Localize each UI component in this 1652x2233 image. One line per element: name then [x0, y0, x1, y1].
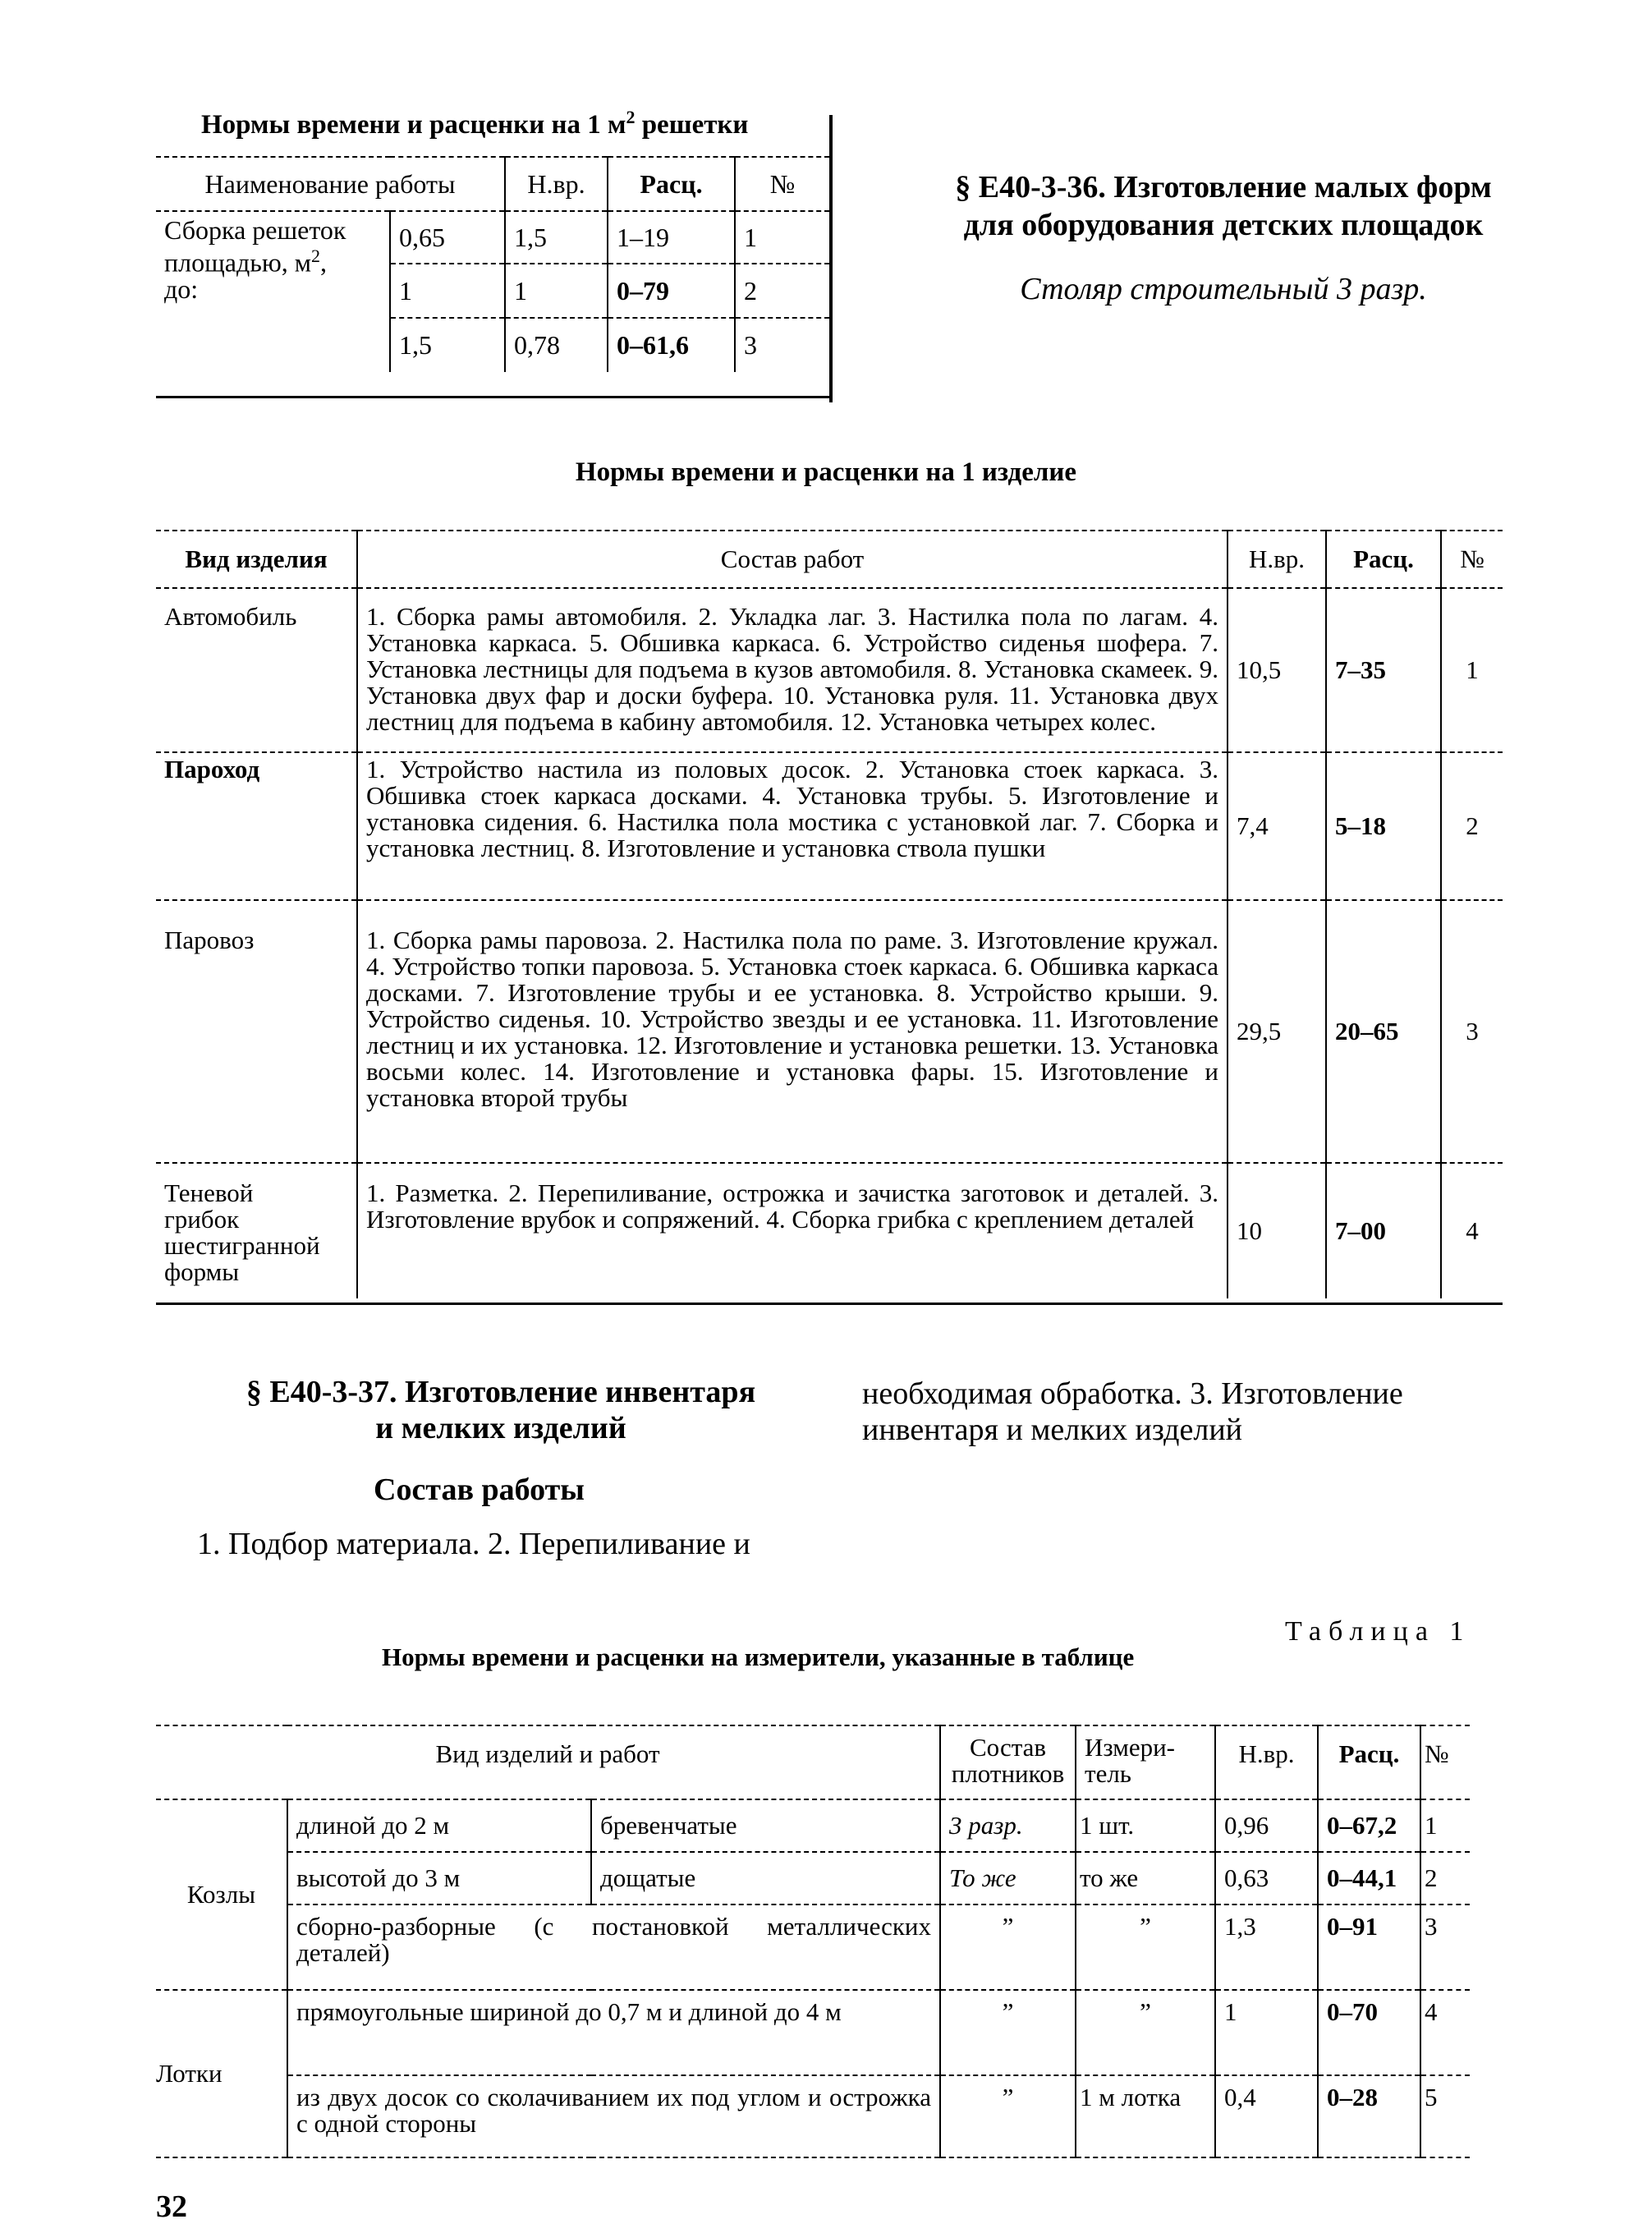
- item-norm: 10,5: [1228, 588, 1326, 752]
- row-desc: прямоугольные шириной до 0,7 м и длиной до 4 м: [287, 1990, 940, 2075]
- grid-norm-cell: 1: [505, 264, 608, 318]
- item-num: 1: [1441, 588, 1503, 752]
- row-desc: высотой до 3 м: [287, 1852, 591, 1904]
- item-name: Пароход: [164, 755, 260, 783]
- item-num: 2: [1441, 752, 1503, 900]
- row-crew: ”: [940, 1904, 1076, 1990]
- item-name: Паровоз: [164, 926, 255, 954]
- row-unit: 1 шт.: [1076, 1799, 1215, 1852]
- item-works: 1. Сборка рамы паровоза. 2. Настилка пола по раме. 3. Изготовление кружал. 4. Устройство топки паровоза. 5. Установка стоек каркаса. 6. Обшивка каркаса досками. 7. Изготовление трубы и ее установка. 8. Устройство крыши. 9. Устройство сиденья. 10. Устройство звезды и ее установка. 11. Изготовление лестниц и их установка. 12. Изготовление и установка решетки. 13. Установка восьми колес. 14. Изготовление и установка фары. 15. Изготовление и установка второй трубы: [357, 900, 1228, 1163]
- section36-title: § Е40-3-36. Изготовление малых форм для оборудования детских площадок: [955, 170, 1492, 242]
- header-rate: Расц.: [1318, 1725, 1420, 1799]
- row-rate: 0–28: [1318, 2075, 1420, 2157]
- table1-title: Нормы времени и расценки на измерители, указанные в таблице: [382, 1643, 1135, 1671]
- grid-table-right-rule: [829, 115, 833, 402]
- item-rate: 5–18: [1326, 752, 1441, 900]
- section37-title: § Е40-3-37. Изготовление инвентаря и мелких изделий: [246, 1375, 756, 1445]
- items-table-title: Нормы времени и расценки на 1 изделие: [575, 457, 1077, 487]
- row-sub: бревенчатые: [591, 1799, 940, 1852]
- row-desc: сборно-разборные (с постановкой металлических деталей): [287, 1904, 940, 1990]
- items-table: [156, 530, 1503, 1305]
- header-item-kind: Вид изделия: [156, 531, 357, 588]
- grid-num-cell: 2: [735, 264, 829, 318]
- header-crew: Состав плотников: [940, 1725, 1076, 1799]
- grid-size-cell: 1: [390, 264, 505, 318]
- group-lotki: Лотки: [156, 2059, 223, 2088]
- grid-size-cell: 1,5: [390, 318, 505, 372]
- grid-rate-cell: 1–19: [608, 211, 735, 264]
- row-rate: 0–91: [1318, 1904, 1420, 1990]
- row-unit: то же: [1076, 1852, 1215, 1904]
- row-crew: ”: [940, 1990, 1076, 2075]
- item-name: Теневой грибок шестигранной формы: [164, 1179, 320, 1286]
- item-name: Автомобиль: [164, 602, 297, 631]
- header-num: №: [735, 157, 829, 211]
- row-desc: длиной до 2 м: [287, 1799, 591, 1852]
- item-works: 1. Разметка. 2. Перепиливание, острожка и зачистка заготовок и деталей. 3. Изготовление врубок и сопряжений. 4. Сборка грибка с креплением деталей: [357, 1163, 1228, 1298]
- row-num: 3: [1420, 1904, 1470, 1990]
- row-num: 2: [1420, 1852, 1470, 1904]
- header-norm: Н.вр.: [1228, 531, 1326, 588]
- item-norm: 10: [1228, 1163, 1326, 1298]
- item-num: 4: [1441, 1163, 1503, 1298]
- table1: [156, 1725, 1470, 2158]
- row-crew: То же: [940, 1852, 1076, 1904]
- row-unit: ”: [1076, 1990, 1215, 2075]
- header-kind: Вид изделий и работ: [156, 1725, 940, 1799]
- grid-table-title: Нормы времени и расценки на 1 $м^2$ решетки: [201, 107, 749, 140]
- composition-text-left: 1. Подбор материала. 2. Перепиливание и: [197, 1527, 750, 1561]
- row-desc: из двух досок со сколачиванием их под углом и острожка с одной стороны: [287, 2075, 940, 2157]
- row-norm: 0,63: [1215, 1852, 1318, 1904]
- item-works: 1. Устройство настила из половых досок. 2. Установка стоек каркаса. 3. Обшивка стоек каркаса досками. 4. Установка трубы. 5. Изготовление и установка сидения. 6. Настилка пола мостика с установкой лаг. 7. Сборка и установка лестниц. 8. Изготовление и установка ствола пушки: [357, 752, 1228, 900]
- grid-norm-cell: 1,5: [505, 211, 608, 264]
- row-rate: 0–67,2: [1318, 1799, 1420, 1852]
- grid-row-label: Сборка решеток площадью, $м^2$, до:: [164, 215, 346, 304]
- row-num: 5: [1420, 2075, 1470, 2157]
- grid-num-cell: 1: [735, 211, 829, 264]
- header-rate: Расц.: [608, 157, 735, 211]
- row-unit: 1 м лотка: [1076, 2075, 1215, 2157]
- item-works: 1. Сборка рамы автомобиля. 2. Укладка лаг. 3. Настилка пола по лагам. 4. Установка каркаса. 5. Обшивка каркаса. 6. Устройство сиденья шофера. 7. Установка лестницы для подъема в кузов автомобиля. 8. Установка скамеек. 9. Установка двух фар и доски буфера. 10. Установка руля. 11. Установка двух лестниц для подъема в кабину автомобиля. 12. Установка четырех колес.: [357, 588, 1228, 752]
- page-number: 32: [156, 2189, 187, 2224]
- row-norm: 0,96: [1215, 1799, 1318, 1852]
- item-rate: 20–65: [1326, 900, 1441, 1163]
- row-rate: 0–70: [1318, 1990, 1420, 2075]
- header-rate: Расц.: [1326, 531, 1441, 588]
- header-norm: Н.вр.: [1215, 1725, 1318, 1799]
- row-crew: ”: [940, 2075, 1076, 2157]
- item-norm: 29,5: [1228, 900, 1326, 1163]
- item-num: 3: [1441, 900, 1503, 1163]
- row-norm: 0,4: [1215, 2075, 1318, 2157]
- row-sub: дощатые: [591, 1852, 940, 1904]
- header-composition: Состав работ: [357, 531, 1228, 588]
- row-rate: 0–44,1: [1318, 1852, 1420, 1904]
- header-num: №: [1441, 531, 1503, 588]
- section36-worker: Столяр строительный 3 разр.: [1020, 272, 1427, 306]
- row-norm: 1: [1215, 1990, 1318, 2075]
- grid-size-cell: 0,65: [390, 211, 505, 264]
- header-work-name: Наименование работы: [156, 157, 505, 211]
- composition-heading: Состав работы: [374, 1473, 585, 1507]
- header-unit: Измери- тель: [1076, 1725, 1215, 1799]
- row-unit: ”: [1076, 1904, 1215, 1990]
- grid-num-cell: 3: [735, 318, 829, 372]
- grid-norms-table: [156, 156, 829, 398]
- table1-label: Таблица 1: [1285, 1616, 1471, 1647]
- row-crew: 3 разр.: [940, 1799, 1076, 1852]
- composition-text-right: необходимая обработка. 3. Изготовление инвентаря и мелких изделий: [862, 1376, 1403, 1447]
- row-norm: 1,3: [1215, 1904, 1318, 1990]
- item-rate: 7–35: [1326, 588, 1441, 752]
- header-num: №: [1420, 1725, 1470, 1799]
- row-num: 1: [1420, 1799, 1470, 1852]
- row-num: 4: [1420, 1990, 1470, 2075]
- header-norm: Н.вр.: [505, 157, 608, 211]
- grid-norm-cell: 0,78: [505, 318, 608, 372]
- item-rate: 7–00: [1326, 1163, 1441, 1298]
- group-kozly: Козлы: [156, 1799, 287, 1990]
- item-norm: 7,4: [1228, 752, 1326, 900]
- grid-rate-cell: 0–61,6: [608, 318, 735, 372]
- grid-rate-cell: 0–79: [608, 264, 735, 318]
